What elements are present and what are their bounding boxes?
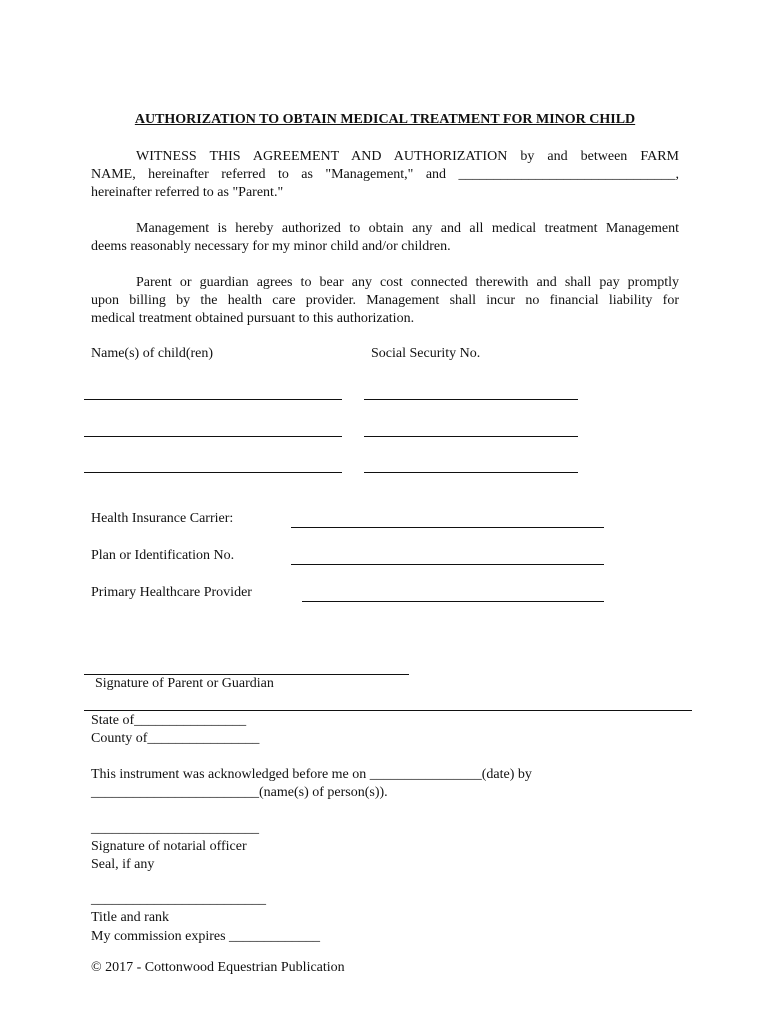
ssn-line-2[interactable]: [364, 436, 578, 437]
child-name-line-3[interactable]: [84, 472, 342, 473]
management-paragraph: [91, 220, 679, 256]
copyright-footer: © 2017 - Cottonwood Equestrian Publication: [91, 960, 345, 975]
witness-line-3: hereinafter referred to as "Parent.": [91, 185, 284, 200]
county-field: County of________________: [91, 731, 260, 746]
parent-signature-label: Signature of Parent or Guardian: [95, 676, 274, 691]
acknowledgement-line-1: This instrument was acknowledged before me on ________________(date) by: [91, 767, 532, 782]
cost-line-1: Parent or guardian agrees to bear any cost connected therewith and shall pay promptly: [136, 275, 679, 290]
primary-provider-label: Primary Healthcare Provider: [91, 585, 252, 600]
insurance-carrier-label: Health Insurance Carrier:: [91, 511, 234, 526]
notary-signature-line: ________________________: [91, 821, 259, 836]
ssn-line-3[interactable]: [364, 472, 578, 473]
section-divider: [84, 710, 692, 711]
ssn-line-1[interactable]: [364, 399, 578, 400]
cost-paragraph: [91, 274, 679, 328]
commission-expires: My commission expires _____________: [91, 929, 321, 944]
witness-line-2: NAME, hereinafter referred to as "Management," and _______________________________,: [91, 167, 679, 182]
cost-line-3: medical treatment obtained pursuant to this authorization.: [91, 311, 415, 326]
document-title: AUTHORIZATION TO OBTAIN MEDICAL TREATMENT FOR MINOR CHILD: [134, 112, 636, 127]
state-field: State of________________: [91, 713, 247, 728]
ssn-header: Social Security No.: [371, 346, 481, 361]
witness-line-1: WITNESS THIS AGREEMENT AND AUTHORIZATION by and between FARM: [136, 149, 679, 164]
title-rank-label: Title and rank: [91, 910, 170, 925]
management-line-1: Management is hereby authorized to obtain any and all medical treatment Management: [136, 221, 679, 236]
acknowledgement-line-2: ________________________(name(s) of person(s)).: [91, 785, 388, 800]
management-line-2: deems reasonably necessary for my minor child and/or children.: [91, 239, 451, 254]
parent-signature-line[interactable]: [84, 674, 409, 675]
witness-paragraph: [91, 148, 679, 202]
children-name-header: Name(s) of child(ren): [91, 346, 214, 361]
child-name-line-1[interactable]: [84, 399, 342, 400]
notary-signature-label: Signature of notarial officer: [91, 839, 247, 854]
title-rank-line: _________________________: [91, 892, 266, 907]
cost-line-2: upon billing by the health care provider. Management shall incur no financial liability for: [91, 293, 679, 308]
plan-id-label: Plan or Identification No.: [91, 548, 235, 563]
child-name-line-2[interactable]: [84, 436, 342, 437]
primary-provider-line[interactable]: [302, 601, 604, 602]
plan-id-line[interactable]: [291, 564, 604, 565]
insurance-carrier-line[interactable]: [291, 527, 604, 528]
seal-label: Seal, if any: [91, 857, 155, 872]
